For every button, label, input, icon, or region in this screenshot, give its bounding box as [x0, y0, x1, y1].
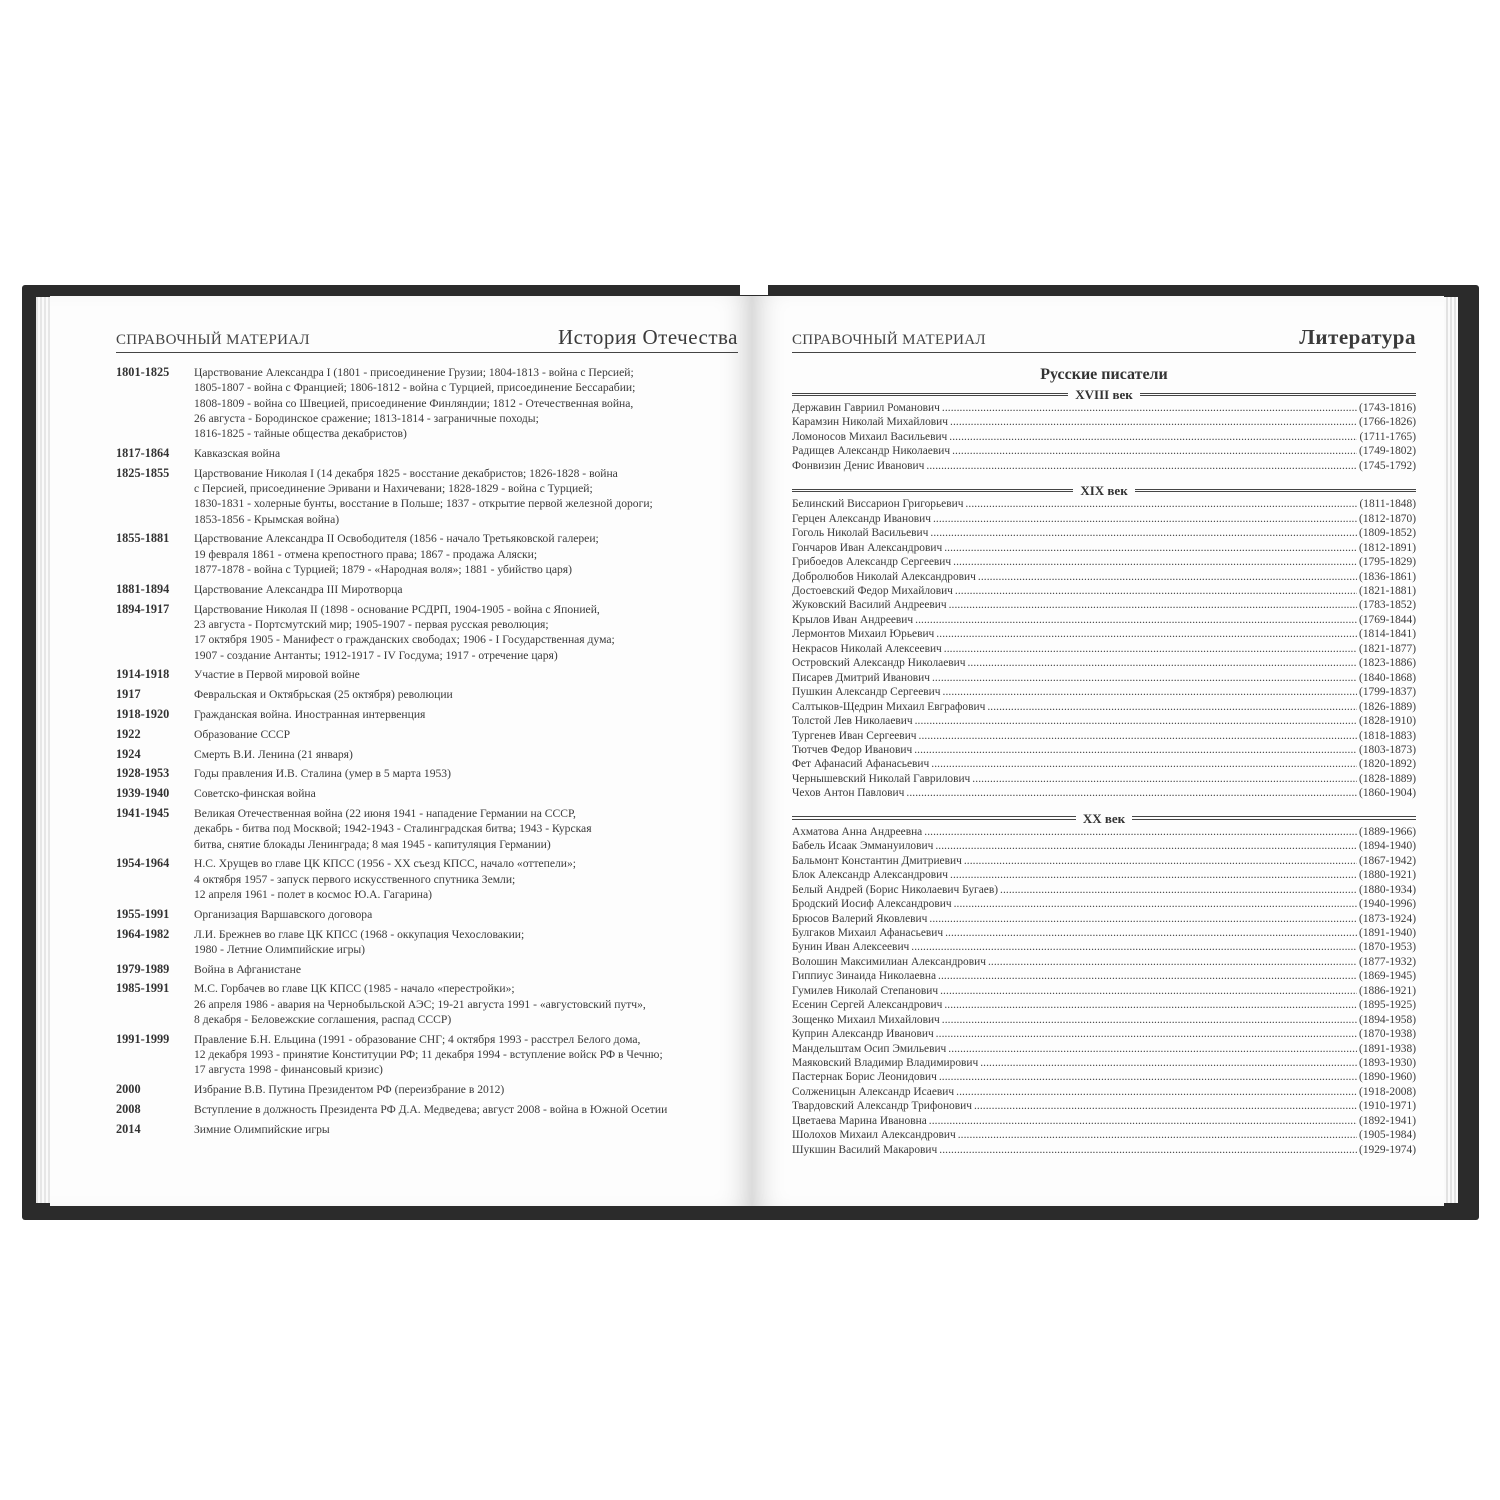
writer-years: (1809-1852): [1359, 527, 1416, 540]
writer-name: Брюсов Валерий Яковлевич: [792, 912, 928, 925]
timeline-years: 1894-1917: [116, 601, 170, 616]
writer-name: Бродский Иосиф Александрович: [792, 898, 952, 911]
dot-leader: [919, 729, 1358, 743]
timeline-text: Царствование Александра II Освободителя (1856 - начало Третьяковской галереи; 19 февраля 1861 - отмена крепостного права; 1867 - продажа Аляски; 1877-1878 - война с Турцией; 1879 - «Народная воля»; 1881 - убийство царя): [194, 532, 599, 577]
writer-years: (1811-1848): [1359, 498, 1416, 511]
timeline-years: 1801-1825: [116, 365, 170, 379]
dot-leader: [967, 656, 1357, 670]
century-label: XX век: [1076, 811, 1132, 826]
dot-leader: [929, 912, 1357, 926]
century-label: XIX век: [1073, 483, 1134, 498]
writer-name: Державин Гавриил Романович: [792, 402, 940, 414]
writer-row: [792, 714, 1416, 728]
writer-row: [792, 613, 1416, 627]
timeline-text: Царствование Николая I (14 декабря 1825 - восстание декабристов; 1826-1828 - война с Персией, присоединение Эривани и Нахичевани; 1828-1829 - война с Турцией; 1830-1831 - холерные бунты, восстание в Польше; 1837 - открытие первой железной дороги; 1853-1856 - Крымская война): [194, 466, 653, 526]
writer-name: Солженицын Александр Исаевич: [792, 1085, 955, 1098]
dot-leader: [1000, 883, 1357, 897]
timeline-row: [116, 727, 736, 742]
timeline-row: [116, 747, 736, 762]
writer-row: [792, 415, 1416, 429]
writer-row: [792, 685, 1416, 699]
writer-name: Фет Афанасий Афанасьевич: [792, 758, 930, 771]
dot-leader: [954, 897, 1357, 911]
writer-row: [792, 1042, 1416, 1056]
writer-row: [792, 671, 1416, 685]
writer-years: (1910-1971): [1359, 1100, 1416, 1113]
writer-name: Ахматова Анна Андреевна: [792, 825, 923, 838]
dot-leader: [944, 541, 1357, 555]
dot-leader: [958, 1128, 1357, 1142]
writer-row: [792, 541, 1416, 555]
writer-row: [792, 401, 1416, 415]
timeline-text: Кавказская война: [194, 446, 281, 460]
writer-name: Куприн Александр Иванович: [792, 1028, 934, 1041]
writer-years: (1877-1932): [1359, 955, 1416, 968]
century-heading: [792, 810, 1416, 825]
timeline-text: Вступление в должность Президента РФ Д.А. Медведева; август 2008 - война в Южной Осетии: [194, 1102, 668, 1116]
writer-name: Бунин Иван Алексеевич: [792, 941, 910, 954]
writer-row: [792, 627, 1416, 641]
writer-name: Салтыков-Щедрин Михаил Евграфович: [792, 700, 986, 713]
writer-row: [792, 897, 1416, 911]
timeline-years: 1881-1894: [116, 581, 170, 596]
dot-leader: [988, 955, 1357, 969]
dot-leader: [940, 984, 1357, 998]
timeline-row: [116, 531, 736, 577]
writer-years: (1892-1941): [1359, 1114, 1416, 1127]
writer-name: Жуковский Василий Андреевич: [792, 599, 947, 612]
timeline-row: [116, 766, 736, 781]
timeline-years: 1918-1920: [116, 706, 170, 721]
timeline-row: [116, 365, 736, 441]
writer-years: (1818-1883): [1359, 729, 1416, 742]
writer-years: (1929-1974): [1359, 1143, 1416, 1156]
writer-name: Лермонтов Михаил Юрьевич: [792, 628, 935, 641]
timeline-row: [116, 707, 736, 722]
writer-years: (1867-1942): [1359, 854, 1416, 867]
timeline-text: Годы правления И.В. Сталина (умер в 5 марта 1953): [194, 767, 451, 781]
writer-name: Блок Александр Александрович: [792, 869, 949, 882]
writer-row: [792, 1114, 1416, 1128]
writer-row: [792, 912, 1416, 926]
timeline-text: Зимние Олимпийские игры: [194, 1122, 330, 1136]
writer-row: [792, 926, 1416, 940]
writer-name: Тургенев Иван Сергеевич: [792, 729, 917, 742]
writer-years: (1894-1940): [1359, 840, 1416, 853]
timeline-text: Великая Отечественная война (22 июня 1941 - нападение Германии на СССР, декабрь - битва под Москвой; 1942-1943 - Сталинградская битва; 1943 - Курская битва, снятие блокады Ленинграда; 8 мая 1945 - капитуляция Германии): [194, 806, 592, 851]
timeline-text: Организация Варшавского договора: [194, 907, 373, 921]
writer-name: Шукшин Василий Макарович: [792, 1143, 938, 1156]
dot-leader: [915, 613, 1357, 627]
writer-name: Маяковский Владимир Владимирович: [792, 1057, 979, 1070]
dot-leader: [936, 627, 1357, 641]
timeline-row: [116, 446, 736, 461]
timeline-row: [116, 602, 736, 663]
dot-leader: [931, 757, 1357, 771]
writer-name: Зощенко Михаил Михайлович: [792, 1013, 940, 1026]
page-title: История Отечества: [557, 325, 738, 349]
writer-name: Герцен Александр Иванович: [792, 512, 931, 525]
writer-row: [792, 969, 1416, 983]
writer-row: [792, 955, 1416, 969]
writer-name: Белинский Виссарион Григорьевич: [792, 498, 964, 511]
writer-name: Грибоедов Александр Сергеевич: [792, 556, 952, 569]
dot-leader: [948, 1042, 1357, 1056]
writer-years: (1880-1921): [1359, 869, 1416, 882]
writer-years: (1823-1886): [1359, 657, 1416, 670]
writer-years: (1836-1861): [1359, 570, 1416, 583]
dot-leader: [942, 1013, 1357, 1027]
writer-name: Радищев Александр Николаевич: [792, 445, 951, 458]
dot-leader: [953, 555, 1357, 569]
timeline-row: [116, 1102, 736, 1117]
writer-row: [792, 757, 1416, 771]
writer-years: (1766-1826): [1359, 416, 1416, 429]
writer-row: [792, 1056, 1416, 1070]
writer-years: (1891-1938): [1359, 1042, 1416, 1055]
dot-leader: [949, 430, 1357, 444]
timeline-text: Образование СССР: [194, 727, 291, 741]
writer-name: Достоевский Федор Михайлович: [792, 584, 953, 597]
dot-leader: [938, 969, 1357, 983]
dot-leader: [911, 940, 1357, 954]
dot-leader: [965, 497, 1357, 511]
dot-leader: [924, 825, 1357, 839]
writer-name: Гончаров Иван Александрович: [792, 541, 943, 554]
writer-row: [792, 1128, 1416, 1142]
writer-years: (1840-1868): [1359, 671, 1416, 684]
timeline-text: Л.И. Брежнев во главе ЦК КПСС (1968 - оккупация Чехословакии; 1980 - Летние Олимпийские игры): [194, 927, 525, 956]
writer-row: [792, 1143, 1416, 1157]
dot-leader: [929, 1114, 1357, 1128]
writer-name: Островский Александр Николаевич: [792, 657, 966, 670]
timeline-years: 1825-1855: [116, 465, 170, 480]
dot-leader: [930, 526, 1357, 540]
writer-years: (1743-1816): [1359, 402, 1416, 414]
writers-list: [792, 365, 1416, 1157]
dot-leader: [936, 1027, 1357, 1041]
dot-leader: [972, 772, 1357, 786]
writer-name: Тютчев Федор Иванович: [792, 743, 913, 756]
writer-years: (1886-1921): [1359, 984, 1416, 997]
timeline-text: Советско-финская война: [194, 787, 316, 801]
writer-row: [792, 868, 1416, 882]
writer-row: [792, 825, 1416, 839]
writer-name: Булгаков Михаил Афанасьевич: [792, 926, 944, 939]
writer-name: Пушкин Александр Сергеевич: [792, 686, 941, 699]
writer-years: (1769-1844): [1359, 613, 1416, 626]
writer-years: (1889-1966): [1359, 825, 1416, 838]
timeline-text: Правление Б.Н. Ельцина (1991 - образование СНГ; 4 октября 1993 - расстрел Белого дома, 12 декабря 1993 - принятие Конституции РФ; 11 декабря 1994 - вступление войск РФ в Чечню; 17 августа 1998 - финансовый кризис): [194, 1032, 663, 1077]
dot-leader: [945, 926, 1357, 940]
dot-leader: [914, 743, 1357, 757]
timeline-text: Н.С. Хрущев во главе ЦК КПСС (1956 - XX съезд КПСС, начало «оттепели»; 4 октября 1957 - запуск первого искусственного спутника Земли; 12 апреля 1961 - полет в космос Ю.А. Гагарина): [194, 857, 577, 901]
writer-years: (1828-1889): [1359, 772, 1416, 785]
century-heading: [792, 386, 1416, 401]
timeline-text: Избрание В.В. Путина Президентом РФ (переизбрание в 2012): [194, 1083, 505, 1097]
writer-years: (1870-1953): [1359, 941, 1416, 954]
writer-name: Бабель Исаак Эммануилович: [792, 840, 934, 853]
timeline-years: 1917: [116, 687, 141, 702]
dot-leader: [950, 415, 1357, 429]
writer-row: [792, 642, 1416, 656]
writer-row: [792, 584, 1416, 598]
history-timeline: [116, 365, 736, 1142]
dot-leader: [950, 868, 1357, 882]
dot-leader: [933, 512, 1357, 526]
timeline-years: 1991-1999: [116, 1031, 170, 1046]
writer-years: (1895-1925): [1359, 999, 1416, 1012]
dot-leader: [949, 598, 1357, 612]
writer-row: [792, 497, 1416, 511]
timeline-text: Царствование Николая II (1898 - основание РСДРП, 1904-1905 - война с Японией, 23 августа - Портсмутский мир; 1905-1907 - первая русская революция; 17 октября 1905 - Манифест о гражданских свободах; 1906 - I Государственная дума; 1907 - создание Антанты; 1912-1917 - IV Госдума; 1917 - отречение царя): [194, 602, 615, 662]
section-label: СПРАВОЧНЫЙ МАТЕРИАЛ: [116, 332, 310, 348]
writer-name: Чернышевский Николай Гаврилович: [792, 772, 971, 785]
list-subtitle: Русские писатели: [1040, 366, 1168, 383]
writer-row: [792, 512, 1416, 526]
page-header: [792, 326, 1416, 353]
dot-leader: [906, 786, 1357, 800]
timeline-row: [116, 582, 736, 597]
writer-years: (1873-1924): [1359, 912, 1416, 925]
writer-name: Цветаева Марина Ивановна: [792, 1114, 927, 1127]
writer-row: [792, 1013, 1416, 1027]
writer-name: Гоголь Николай Васильевич: [792, 527, 929, 540]
century-label: XVIII век: [1068, 387, 1139, 402]
writer-name: Мандельштам Осип Эмильевич: [792, 1042, 947, 1055]
timeline-row: [116, 786, 736, 801]
writer-row: [792, 1085, 1416, 1099]
writer-years: (1812-1870): [1359, 512, 1416, 525]
timeline-row: [116, 466, 736, 527]
timeline-years: 1979-1989: [116, 961, 170, 976]
writer-row: [792, 1027, 1416, 1041]
page-title: Литература: [1299, 325, 1416, 349]
dot-leader: [932, 671, 1357, 685]
timeline-row: [116, 1122, 736, 1137]
dot-leader: [915, 714, 1357, 728]
writer-years: (1803-1873): [1359, 743, 1416, 756]
writer-name: Бальмонт Константин Дмитриевич: [792, 854, 962, 867]
dot-leader: [987, 700, 1357, 714]
writer-row: [792, 1099, 1416, 1113]
century-gap: [792, 801, 1416, 810]
timeline-years: 1922: [116, 726, 141, 741]
timeline-years: 1817-1864: [116, 445, 170, 460]
dot-leader: [943, 685, 1358, 699]
timeline-years: 2000: [116, 1082, 141, 1097]
dot-leader: [952, 444, 1357, 458]
writer-years: (1795-1829): [1359, 556, 1416, 569]
timeline-row: [116, 687, 736, 702]
writer-name: Ломоносов Михаил Васильевич: [792, 430, 948, 443]
writer-name: Есенин Сергей Александрович: [792, 999, 943, 1012]
writer-years: (1799-1837): [1359, 686, 1416, 699]
writer-years: (1821-1877): [1359, 642, 1416, 655]
timeline-row: [116, 667, 736, 682]
writer-years: (1894-1958): [1359, 1013, 1416, 1026]
dot-leader: [926, 459, 1357, 473]
timeline-years: 1964-1982: [116, 926, 170, 941]
writer-row: [792, 786, 1416, 800]
dot-leader: [955, 584, 1357, 598]
dot-leader: [944, 642, 1357, 656]
timeline-years: 1939-1940: [116, 786, 170, 801]
writer-name: Толстой Лев Николаевич: [792, 715, 913, 728]
writer-name: Гумилев Николай Степанович: [792, 984, 939, 997]
dot-leader: [956, 1085, 1357, 1099]
writer-years: (1749-1802): [1359, 445, 1416, 458]
dot-leader: [939, 1070, 1357, 1084]
timeline-years: 1924: [116, 746, 141, 761]
timeline-years: 2008: [116, 1101, 141, 1116]
writer-years: (1745-1792): [1359, 459, 1416, 472]
timeline-text: Царствование Александра I (1801 - присоединение Грузии; 1804-1813 - война с Персией; 1805-1807 - война с Францией; 1806-1812 - война с Турцией, присоединение Бессарабии; 1808-1809 - война со Швецией, присоединение Финляндии; 1812 - Отечественная война, 26 августа - Бородинское сражение; 1813-1814 - заграничные походы; 1816-1825 - тайные общества декабристов): [194, 366, 636, 441]
timeline-years: 2014: [116, 1121, 141, 1136]
timeline-text: Царствование Александра III Миротворца: [194, 582, 403, 596]
writer-row: [792, 430, 1416, 444]
writer-years: (1893-1930): [1359, 1057, 1416, 1070]
writer-years: (1821-1881): [1359, 584, 1416, 597]
writer-row: [792, 772, 1416, 786]
writer-row: [792, 555, 1416, 569]
timeline-years: 1928-1953: [116, 766, 170, 781]
writer-name: Некрасов Николай Алексеевич: [792, 642, 942, 655]
writer-years: (1918-2008): [1359, 1085, 1416, 1098]
dot-leader: [980, 1056, 1357, 1070]
writer-years: (1891-1940): [1359, 926, 1416, 939]
timeline-row: [116, 1082, 736, 1097]
writer-years: (1890-1960): [1359, 1071, 1416, 1084]
writer-row: [792, 854, 1416, 868]
timeline-row: [116, 981, 736, 1027]
timeline-row: [116, 907, 736, 922]
dot-leader: [939, 1143, 1357, 1157]
dot-leader: [944, 998, 1357, 1012]
timeline-text: Участие в Первой мировой войне: [194, 668, 360, 682]
writer-name: Пастернак Борис Леонидович: [792, 1071, 937, 1084]
writer-years: (1812-1891): [1359, 541, 1416, 554]
writer-years: (1711-1765): [1359, 430, 1416, 443]
page-header: [116, 326, 738, 353]
timeline-row: [116, 856, 736, 902]
writer-years: (1940-1996): [1359, 898, 1416, 911]
writer-years: (1905-1984): [1359, 1129, 1416, 1142]
writer-row: [792, 526, 1416, 540]
timeline-text: Смерть В.И. Ленина (21 января): [194, 747, 353, 761]
writer-years: (1880-1934): [1359, 883, 1416, 896]
timeline-row: [116, 1032, 736, 1078]
writer-name: Шолохов Михаил Александрович: [792, 1129, 956, 1142]
writer-name: Крылов Иван Андреевич: [792, 613, 914, 626]
writer-name: Писарев Дмитрий Иванович: [792, 671, 930, 684]
writer-row: [792, 444, 1416, 458]
writer-row: [792, 570, 1416, 584]
timeline-years: 1855-1881: [116, 531, 170, 546]
centuries-container: [792, 386, 1416, 1157]
timeline-text: Война в Афганистане: [194, 962, 301, 976]
timeline-text: Гражданская война. Иностранная интервенция: [194, 707, 426, 721]
writer-years: (1870-1938): [1359, 1028, 1416, 1041]
writer-name: Карамзин Николай Михайлович: [792, 416, 949, 429]
timeline-row: [116, 927, 736, 958]
timeline-years: 1941-1945: [116, 805, 170, 820]
writer-row: [792, 940, 1416, 954]
writer-years: (1869-1945): [1359, 970, 1416, 983]
writer-row: [792, 729, 1416, 743]
cover-spine-notch: [740, 283, 768, 295]
writer-name: Добролюбов Николай Александрович: [792, 570, 976, 583]
writer-years: (1783-1852): [1359, 599, 1416, 612]
timeline-years: 1954-1964: [116, 856, 170, 871]
writer-name: Волошин Максимилиан Александрович: [792, 955, 986, 968]
writer-row: [792, 984, 1416, 998]
writer-years: (1826-1889): [1359, 700, 1416, 713]
writer-row: [792, 839, 1416, 853]
timeline-row: [116, 806, 736, 852]
writer-row: [792, 598, 1416, 612]
writer-row: [792, 459, 1416, 473]
timeline-years: 1914-1918: [116, 667, 170, 682]
dot-leader: [964, 854, 1357, 868]
writer-row: [792, 1070, 1416, 1084]
section-label: СПРАВОЧНЫЙ МАТЕРИАЛ: [792, 332, 986, 348]
writer-row: [792, 883, 1416, 897]
writer-years: (1828-1910): [1359, 715, 1416, 728]
timeline-text: Февральская и Октябрьская (25 октября) революции: [194, 688, 453, 702]
right-page: [752, 296, 1444, 1206]
dot-leader: [978, 570, 1357, 584]
writer-name: Гиппиус Зинаида Николаевна: [792, 970, 937, 983]
writer-years: (1814-1841): [1359, 628, 1416, 641]
century-heading: [792, 482, 1416, 497]
timeline-row: [116, 962, 736, 977]
writer-row: [792, 743, 1416, 757]
writer-name: Фонвизин Денис Иванович: [792, 459, 925, 472]
writer-name: Чехов Антон Павлович: [792, 787, 905, 800]
timeline-years: 1985-1991: [116, 981, 170, 996]
dot-leader: [942, 401, 1357, 415]
dot-leader: [974, 1099, 1357, 1113]
dot-leader: [935, 839, 1357, 853]
writer-years: (1860-1904): [1359, 787, 1416, 800]
left-page: [50, 296, 752, 1206]
writer-years: (1820-1892): [1359, 758, 1416, 771]
writer-row: [792, 656, 1416, 670]
century-gap: [792, 473, 1416, 482]
writer-row: [792, 998, 1416, 1012]
timeline-text: М.С. Горбачев во главе ЦК КПСС (1985 - начало «перестройки»; 26 апреля 1986 - авария на Чернобыльской АЭС; 19-21 августа 1991 - «августовский путч», 8 декабря - Беловежские соглашения, распад СССР): [194, 982, 646, 1026]
writer-name: Белый Андрей (Борис Николаевич Бугаев): [792, 883, 998, 896]
writer-name: Твардовский Александр Трифонович: [792, 1100, 972, 1113]
timeline-years: 1955-1991: [116, 906, 170, 921]
writer-row: [792, 700, 1416, 714]
